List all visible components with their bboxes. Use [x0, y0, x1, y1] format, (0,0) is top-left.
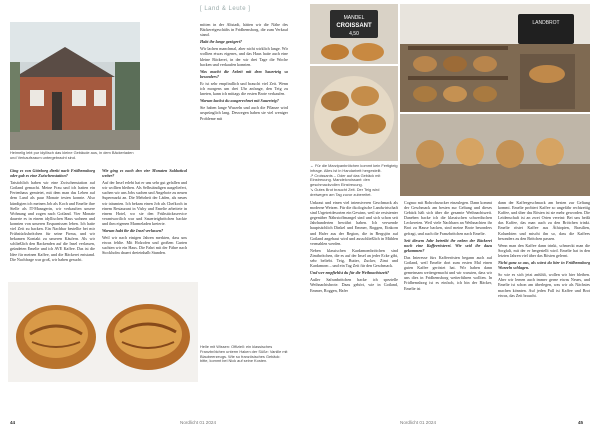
left-col-3 [200, 22, 288, 123]
house-photo-caption: Heimelig lebt pur idyllisch das kleine Gebäude aus, in dem Bäckerladen und Verkaufsraum untergebracht sind. [10, 150, 134, 160]
paragraph: Er ist sehr empfindlich und braucht viel Zeit. Wenn ich morgens um drei Uhr anfange, den Teig zu kneten, kann ich mittags die ersten Brote verkaufen. [200, 80, 288, 97]
paragraph: Das Interesse fürs Kaffeerösten begann auch auf Gotland, weil Emelie dort zum ersten Mal einen guten Kaffee geröstet hat. Wir haben dann gemeinsam weitergemacht und wir wussten, dass wir uns dies in Fridhemsborg weiterführen wollten. In Fridhemsborg ist es einfach, ich bin der Bäcker, Emelie ist [404, 254, 492, 291]
question: Warum habt ihr die Insel verlassen? [102, 228, 164, 234]
paragraph: Weil wir nach einigen Jahren merkten, dass uns etwas fehlte. Mit Holzofen und großem Garten suchten wir ein Haus. Die Fahrt mit der Fähre nach Stockholm dauert dreieinhalb Stunden. [102, 235, 187, 256]
question: Warum backst du ausgerechnet mit Sauerteig? [200, 98, 279, 104]
house-photo [10, 22, 140, 150]
paragraph: Außer Safranbrötchen backe ich spezielle Weihnachtsbrote. Dazu gehört, wie in Gotland, Emmer, Roggen, Hafer [310, 277, 398, 293]
page-number: 44 [10, 420, 16, 425]
paragraph: Unkraut und einen viel intensiveren Geschmack als moderne Weizen. Für die ökologische Landwirtschaft sind Urgetreidesorten ein Gewinn, weil sie resistenter gegenüber Nährstoffmangel sind und sich schon seit Jahrhunderten bewährt haben. Ich verwende hauptsächlich Dinkel und Emmer, Roggen, Einkorn und Hafer aus der Region, die in Bergsjön auf Gotland angebaut wird und ausschließlich in Mühlen vermahlen werden. [310, 200, 398, 246]
left-col-1 [10, 168, 95, 264]
question: Wie ging es nach den vier Monaten Sabbatical weiter? [102, 168, 187, 179]
croissant-photo [310, 4, 398, 64]
sign-line-2: CROISSANT [336, 23, 372, 29]
question: Ging es von Göteborg direkt nach Fridhemsborg oder gab es eine Zwischenstation? [10, 168, 95, 179]
question: Nicht ganz so aus, als wärst du hier in Fridhemsborg Wurzeln schlagen. [498, 260, 590, 271]
question: Habt ihr lange gezögert? [200, 39, 242, 45]
board-text: LANDBROT [532, 20, 560, 26]
right-col-3 [498, 200, 590, 300]
paragraph: Tatsächlich haben wir eine Zwischenstation auf Gotland gemacht. Meine Frau und ich hatten ein Ferienhaus gemietet, mit dem man das Leben auf dem Land als paar Monate testen konnte. Also kündigten ich meinen Job als Koch und Emelie ihre Stelle als IT-Managerin, wir verkauften unsere Wohnung und zogen nach Gotland. Vier Monate dauerte es in einem idyllischen Haus wohnen und konnten von unseren Ersparnissen leben. Ich hatte viel Zeit zu backen. Ein Nachbar bestellte bei mir Frühstücksbrötchen für seine Firma, und wir bekamen Kontakt zu unseren Käufern. Als wir schließlich den Backenden auf die Insel verlassen, gründeten Emelie und ich AVE Kaffee. Das ist die Idee für meinen Kaffee, und die Bäckerei entstand. Die Nachfrage war groß, wir haben gesucht. [10, 180, 95, 262]
footer-issue-left: Nordlicht 01 2024 [180, 420, 217, 425]
stall-captions [310, 164, 398, 198]
section-label-left: [ Land & Leute ] [200, 6, 251, 12]
paragraph: So wie es sich jetzt anfühlt, wollen wir hier bleiben. Aber wir lernen auch immer gerne etwas Neues, und Emelie ist schon am überlegen, was wir als Nächstes machen könnten. Auf jeden Fall ist Kaffee und Brot etwas, das Zeit braucht. [498, 272, 590, 298]
bread-basket-photo [310, 66, 398, 161]
paragraph: mitten in der Altstadt, hätten wir die Nähe des Bäckereigeschäfts in Fridhemsborg, die zum Verkauf stand. [200, 22, 288, 38]
caption-3: ↘ Gutes Brot braucht Zeit. Der Teig wird dreiwegen am Tag zuvor zubereitet. [310, 186, 380, 197]
footer-right [578, 420, 583, 425]
paragraph: dann der Kaffeegeschmack am besten zur Geltung kommt. Emelie probiert Kaffee so ungefähr rechtzeitig Kaffee, und über das Rösten ist sie mehr geworden. Die Leidenschaft ist an zwei Orten vereint: Bei uns heißt das Kaffee, das man auch zu den Brötchen trinkt. Emelie röstet Kaffee aus Äthiopien, Brasilien, Kolumbien und mischt ihn so, dass die Kaffees besonders zu den Brötchen passen. [498, 200, 590, 241]
paragraph: Neben klassischen Kardamombrötchen sind Zimtbrötchen, die es auf der Insel an jeder Ecke gibt, sehr beliebt. Teig, Butter, Zucker, Zimt und Kardamom – und ein Tag Zeit für den Geschmack. [310, 247, 398, 269]
left-col-2 [102, 168, 187, 258]
pastries-photo [8, 282, 198, 382]
page-number: 45 [578, 420, 584, 425]
footer-left [10, 420, 15, 425]
pastries-photo-caption: Helle mit Wissen: Offiziell: ein klassisches Franzbrötchen unterm Haken der Süße: Vanille mit Blaubeerzeugs. Wie so französisches Gebäck: bitte, kommt bei Nick auf seine Kosten. [200, 344, 288, 364]
paragraph: Cognac mit Rohrohrzucker einzulegen. Dann kommt der Geschmack am besten zur Geltung und dieses Gebäck hält sich über die gesamte Weihnachtszeit. Daneben backe ich die klassischen schwedischen Leckereien. Weil viele Nachbarn an Weihnachten ihr Brot zu Hause backen, sind meine Brote besonders gefragt, und auch die Franzbrötchen nach Emelie. [404, 200, 492, 236]
paragraph: Sie haben lange Wurzeln und auch die Pflanze wird ursprünglich lang. Deswegen haben sie viel weniger Probleme mit [200, 105, 288, 121]
right-col-2 [404, 200, 492, 293]
question: Seit diesem Jahr betreibt ihr neben der Bäckerei noch eine Kaffeerösterei. Wie seid ihr dazu gekommen? [404, 237, 492, 253]
sign-line-1: MANDEL [343, 15, 365, 21]
paragraph: Wir lachen manchmal, aber nicht wirklich lange. Wir wollten etwas eigenes, und das Haus hatte auch eine kleine Bäckerei, in der wir drei Tage die Woche backen und verkaufen konnten. [200, 46, 288, 67]
question: Und wer empfiehlst du für die Weihnachtszeit? [310, 270, 390, 276]
bread-stall-photo [400, 4, 590, 112]
right-col-1 [310, 200, 398, 295]
paragraph: Auf der Insel erlebt hat er uns sehr gut gefallen und wir wollten bleiben. Als Selbständigen ausgeliefert, suchen wir uns Jobs suchen und Angebote zu neuen Supermarkt an. Die Mehrheit der Läden, als neues wir träumten. Ich bekam einen Job als Chefkoch in einem Restaurant in Visby und Emelie arbeitete in einem Hotel, wo sie den Frühstücksservice verantwortlich war und Sauerteigbrötchen backte und ihm eigenen Marmeladen kreierte. [102, 180, 187, 226]
sign-price: 4,50 [349, 31, 359, 37]
footer-issue-right: Nordlicht 01 2024 [400, 420, 437, 425]
bakery-counter-photo [400, 114, 590, 196]
question: Was macht die Arbeit mit dem Sauerteig so besonders? [200, 68, 288, 79]
caption-1: ← Für die Marzipanbrötchen kommt kein Fertigteig infrage. Alles ist in Handarbeit hergestellt. [310, 163, 398, 173]
right-page [300, 0, 600, 430]
paragraph: Wenn man den Kaffee dann trinkt, schmeckt man die Sorgfalt, mit der er hergestellt wird. Emelie hat in den letzten Jahren viel über das Rösten gelernt. [498, 242, 590, 258]
caption-2: ↗ Croissants – Oder auf das Gebäck mit Einstreuung. Mandelcroissant: den geschmackvollen Einstreuung. [310, 172, 381, 188]
